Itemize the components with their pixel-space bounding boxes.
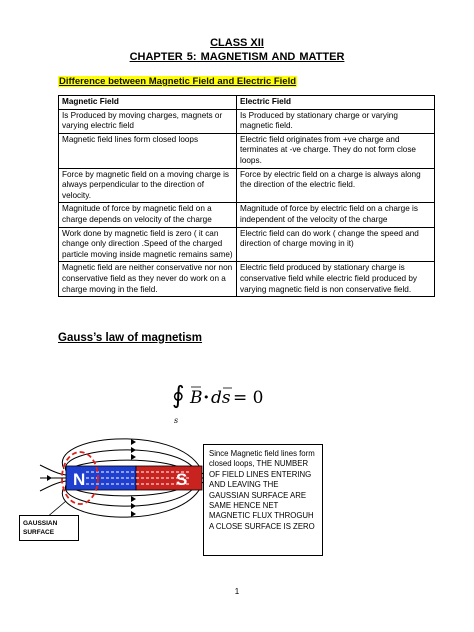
- cell-magnetic: Force by magnetic field on a moving charge is always perpendicular to the direction of velocity.: [59, 168, 237, 203]
- page-number: 1: [234, 587, 240, 596]
- section-heading: Difference between Magnetic Field and Electric Field: [59, 76, 297, 87]
- closed-integral-symbol: ∮: [172, 381, 185, 409]
- chapter-title: CHAPTER 5: MAGNETISM AND MATTER: [129, 51, 345, 63]
- cell-electric: Magnitude of force by electric field on a charge is independent of the velocity of the charge: [237, 203, 435, 227]
- table-row: [59, 262, 435, 297]
- header-electric: Electric Field: [237, 96, 435, 110]
- formula-rhs: = 0: [233, 388, 264, 408]
- table-row: [59, 168, 435, 203]
- formula-ds: ds: [211, 388, 231, 408]
- north-label: N: [73, 470, 86, 489]
- comparison-table: [58, 95, 435, 297]
- table-row: [59, 203, 435, 227]
- cell-electric: Electric field can do work ( change the speed and direction of charge moving in it): [237, 227, 435, 262]
- class-title: CLASS XII: [210, 37, 264, 49]
- table-header-row: [59, 96, 435, 110]
- cell-electric: Force by electric field on a charge is always along the direction of the electric field.: [237, 168, 435, 203]
- explanation-box: Since Magnetic field lines form closed loops, THE NUMBER OF FIELD LINES ENTERING AND LEAVING THE GAUSSIAN SURFACE ARE SAME HENCE NET MAGNETIC FLUX THROGUH A CLOSE SURFACE IS ZERO: [203, 444, 323, 556]
- table-row: [59, 227, 435, 262]
- gaussian-surface-label: GAUSSIAN SURFACE: [19, 515, 79, 541]
- formula-dot: •: [203, 391, 210, 404]
- cell-magnetic: Work done by magnetic field is zero ( it can change only direction .Speed of the charged particle moving inside magnetic remains same): [59, 227, 237, 262]
- formula-subscript: s: [174, 416, 179, 425]
- cell-magnetic: Magnitude of force by magnetic field on a charge depends on velocity of the charge: [59, 203, 237, 227]
- header-magnetic: Magnetic Field: [59, 96, 237, 110]
- cell-magnetic: Magnetic field are neither conservative nor non conservative field as they never do work on a charge moving in the field.: [59, 262, 237, 297]
- formula-vector-b: B: [190, 388, 203, 408]
- gauss-law-heading: Gauss’s law of magnetism: [58, 332, 203, 344]
- cell-electric: Is Produced by stationary charge or varying magnetic field.: [237, 109, 435, 133]
- cell-electric: Electric field produced by stationary charge is conservative field while electric field produced by varying magnetic field is non conservative field.: [237, 262, 435, 297]
- cell-magnetic: Is Produced by moving charges, magnets or varying electric field: [59, 109, 237, 133]
- cell-magnetic: Magnetic field lines form closed loops: [59, 133, 237, 168]
- cell-electric: Electric field originates from +ve charge and terminates at -ve charge. They do not form close loops.: [237, 133, 435, 168]
- table-row: [59, 109, 435, 133]
- table-row: [59, 133, 435, 168]
- gauss-law-formula: [170, 376, 270, 426]
- south-label: S: [176, 470, 188, 489]
